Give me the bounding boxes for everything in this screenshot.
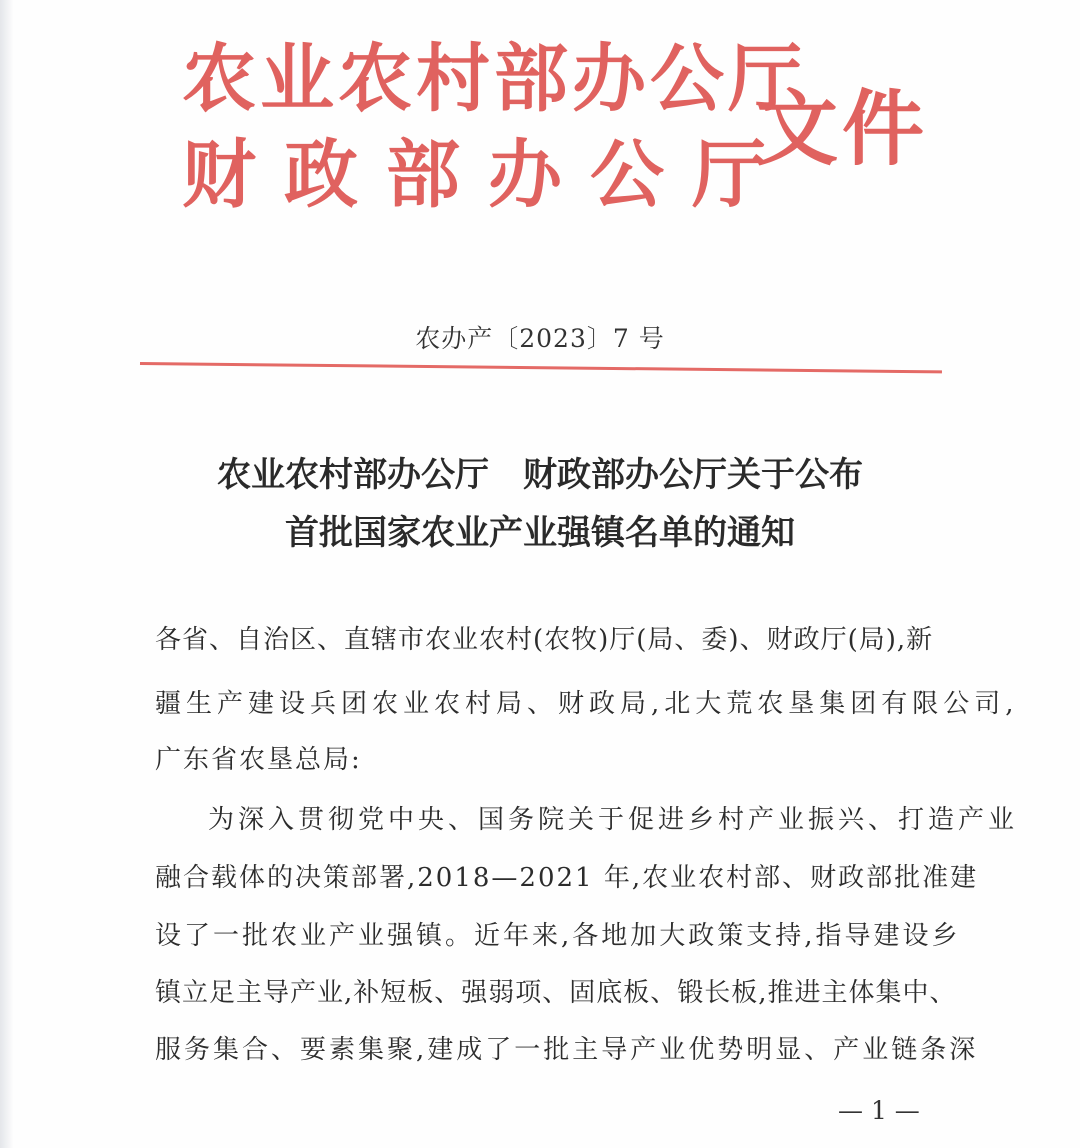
title-line-2: 首批国家农业产业强镇名单的通知 [285, 513, 795, 553]
body-line-4: 为深入贯彻党中央、国务院关于促进乡村产业振兴、打造产业 [208, 805, 1019, 835]
red-separator-rule [140, 362, 942, 373]
header-org-line-1: 农业农村部办公厅 [182, 36, 806, 122]
body-line-5: 融合载体的决策部署,2018—2021 年,农业农村部、财政部批准建 [155, 863, 979, 893]
body-line-1: 各省、自治区、直辖市农业农村(农牧)厅(局、委)、财政厅(局),新 [155, 625, 934, 655]
title-line-1: 农业农村部办公厅 财政部办公厅关于公布 [217, 455, 863, 495]
document-number: 农办产〔2023〕7 号 [415, 324, 665, 353]
body-line-8: 服务集合、要素集聚,建成了一批主导产业优势明显、产业链条深 [155, 1035, 979, 1065]
body-line-6: 设了一批农业产业强镇。近年来,各地加大政策支持,指导建设乡 [155, 921, 961, 951]
page-number: — 1 — [838, 1096, 920, 1125]
header-doc-type: 文件 [756, 81, 929, 177]
header-org-line-2: 财政部办公厅 [182, 132, 794, 218]
body-line-3: 广东省农垦总局: [155, 745, 362, 775]
scan-edge-shadow [0, 0, 14, 1148]
body-line-2: 疆生产建设兵团农业农村局、财政局,北大荒农垦集团有限公司, [155, 689, 1019, 719]
body-line-7: 镇立足主导产业,补短板、强弱项、固底板、锻长板,推进主体集中、 [155, 978, 957, 1008]
